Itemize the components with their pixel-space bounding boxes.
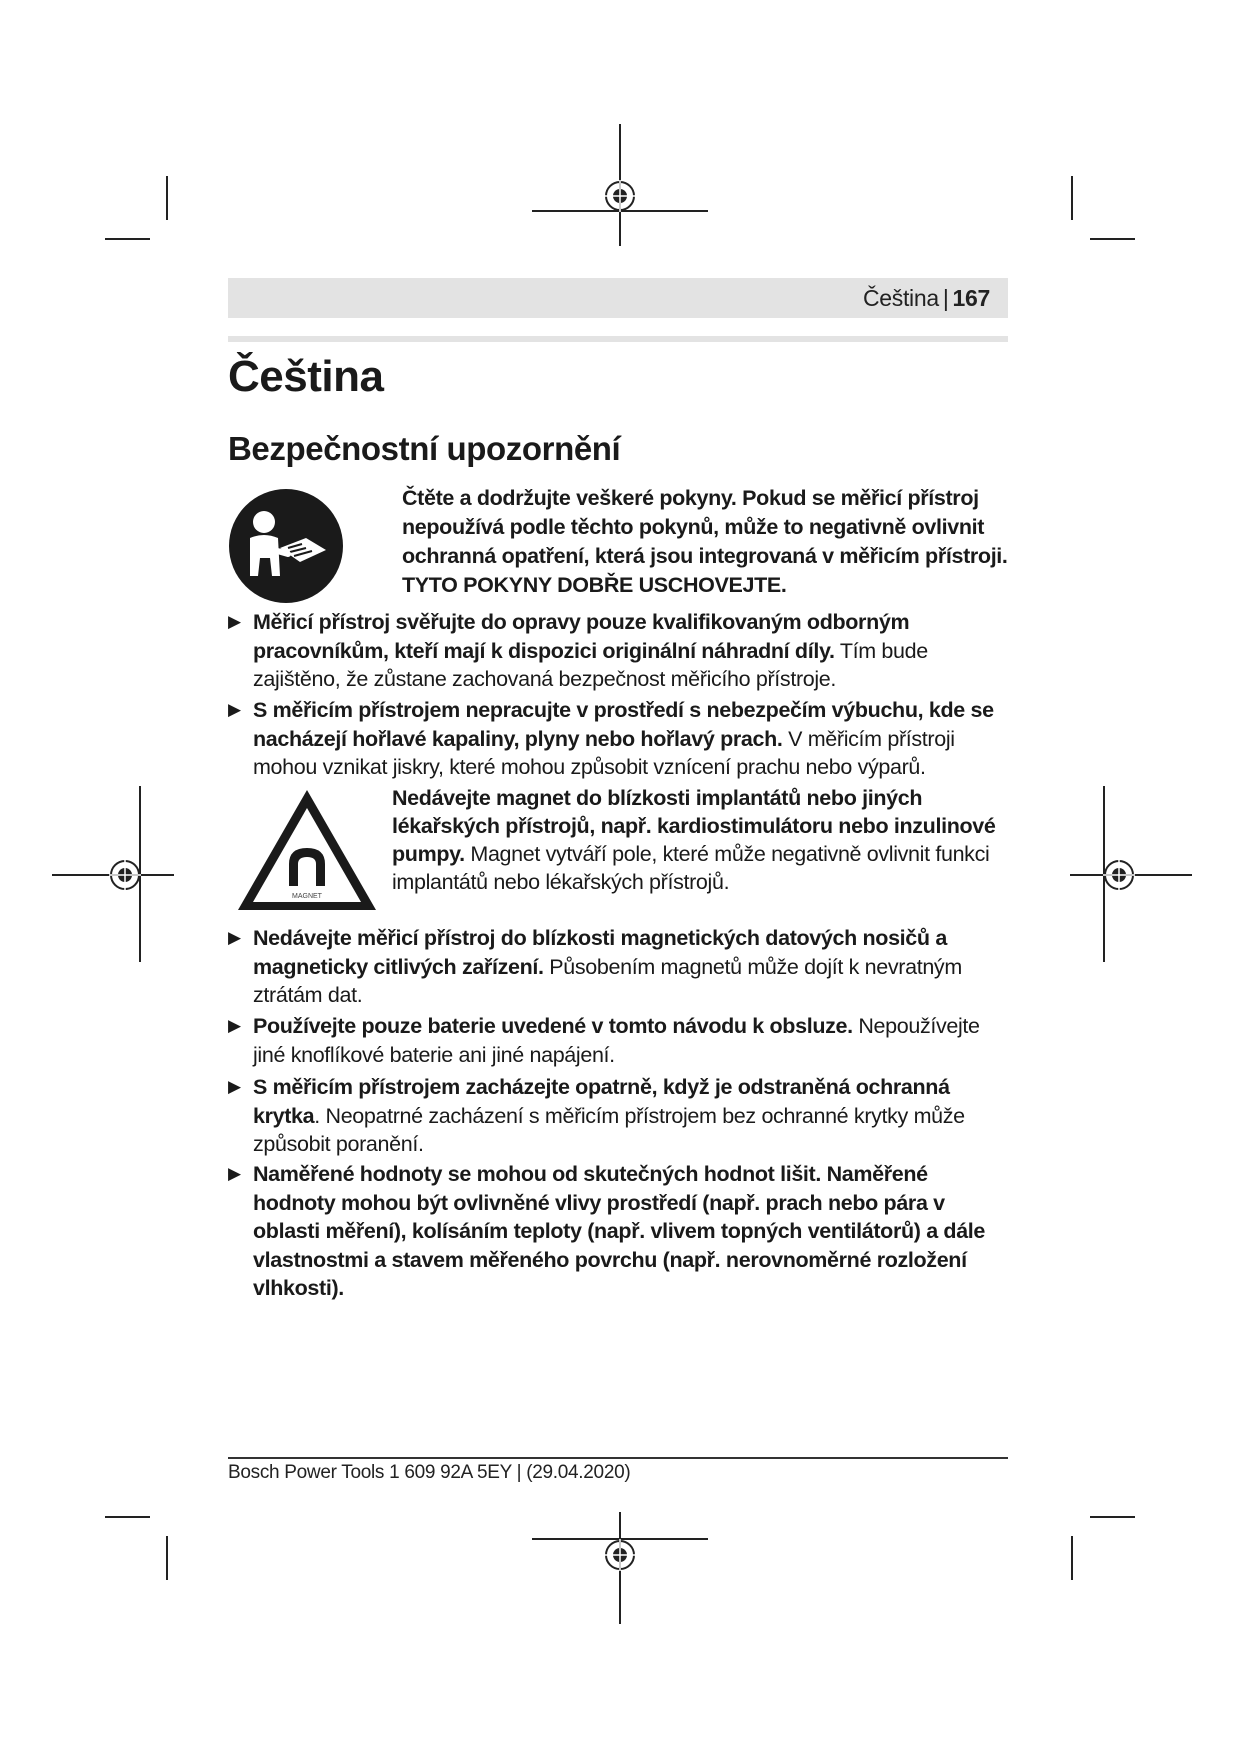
bullet-arrow-icon: ▶ [228,1016,241,1035]
footer-text: Bosch Power Tools 1 609 92A 5EY | (29.04.2020) [228,1462,631,1483]
registration-mark-left [52,786,174,962]
intro-line-4: TYTO POKYNY DOBŘE USCHOVEJTE. [402,573,787,597]
list-item [228,924,1013,1010]
bullet-normal: Tím bude zajištěno, že zůstane zachovaná bezpečnost měřicího přístroje. [253,638,928,691]
intro-text [402,484,1012,600]
header-separator: | [942,285,949,311]
page-number: 167 [952,285,990,311]
magnet-warning-icon [234,786,380,914]
bullet-arrow-icon: ▶ [228,928,241,947]
list-item [228,1012,1013,1069]
intro-line-3: ochranná opatření, která jsou integrovaná v měřicím přístroji. [402,544,1008,568]
list-item [228,1073,1013,1159]
magnet-warning-bold: Nedávejte magnet do blízkosti implantátů nebo jiných lékařských přístrojů, např. kardiostimulátoru nebo inzulinové pumpy. [392,786,996,866]
bullet-normal: . Neopatrné zacházení s měřicím přístrojem bez ochranné krytky může způsobit poranění. [253,1103,965,1156]
page-title: Čeština [228,352,384,401]
bullet-bold: S měřicím přístrojem nepracujte v prostředí s nebezpečím výbuchu, kde se nacházejí hořlavé kapaliny, plyny nebo hořlavý prach. [253,698,994,751]
bullet-bold: Měřicí přístroj svěřujte do opravy pouze kvalifikovaným odborným pracovníkům, kteří mají k dispozici originální náhradní díly. [253,610,910,663]
bullet-normal: Působením magnetů může dojít k nevratným ztrátám dat. [253,954,962,1007]
magnet-label: MAGNET [292,893,322,900]
bullet-normal: V měřicím přístroji mohou vznikat jiskry, které mohou způsobit vznícení prachu nebo výparů. [253,726,955,779]
read-manual-icon [228,488,344,604]
registration-mark-top [532,124,708,246]
section-title: Bezpečnostní upozornění [228,430,621,467]
list-item [228,608,1013,694]
list-item [228,696,1013,782]
header-rule [228,336,1008,342]
bullet-normal: Nepoužívejte jiné knoflíkové baterie ani jiné napájení. [253,1014,980,1067]
bullet-arrow-icon: ▶ [228,700,241,719]
bullet-bold: Naměřené hodnoty se mohou od skutečných hodnot lišit. Naměřené hodnoty mohou být ovlivněné vlivy prostředí (např. prach nebo pára v oblasti měření), kolísáním teploty (např. vlivem topných ventilátorů) a dále vlastnostmi a stavem měřeného povrchu (např. nerovnoměrné rozložení vlhkosti). [253,1162,986,1300]
magnet-warning-normal: Magnet vytváří pole, které může negativně ovlivnit funkci implantátů nebo lékařských přístrojů. [392,842,990,894]
bullet-arrow-icon: ▶ [228,1077,241,1096]
magnet-warning-text [392,784,1012,896]
bullet-arrow-icon: ▶ [228,612,241,631]
header-section: Čeština [862,285,939,311]
bullet-bold: Používejte pouze baterie uvedené v tomto návodu k obsluze. [253,1014,853,1038]
header-text [863,285,990,312]
list-item [228,1160,1013,1303]
page-header [228,278,1008,318]
bullet-bold: Nedávejte měřicí přístroj do blízkosti magnetických datových nosičů a magneticky citlivých zařízení. [253,926,947,979]
intro-line-1: Čtěte a dodržujte veškeré pokyny. Pokud se měřicí přístroj [402,486,979,510]
intro-line-2: nepoužívá podle těchto pokynů, může to negativně ovlivnit [402,515,985,539]
bullet-arrow-icon: ▶ [228,1164,241,1183]
registration-mark-right [1070,786,1192,962]
footer-rule [228,1457,1008,1459]
registration-mark-bottom [532,1512,708,1624]
bullet-bold: S měřicím přístrojem zacházejte opatrně, když je odstraněná ochranná krytka [253,1075,950,1128]
